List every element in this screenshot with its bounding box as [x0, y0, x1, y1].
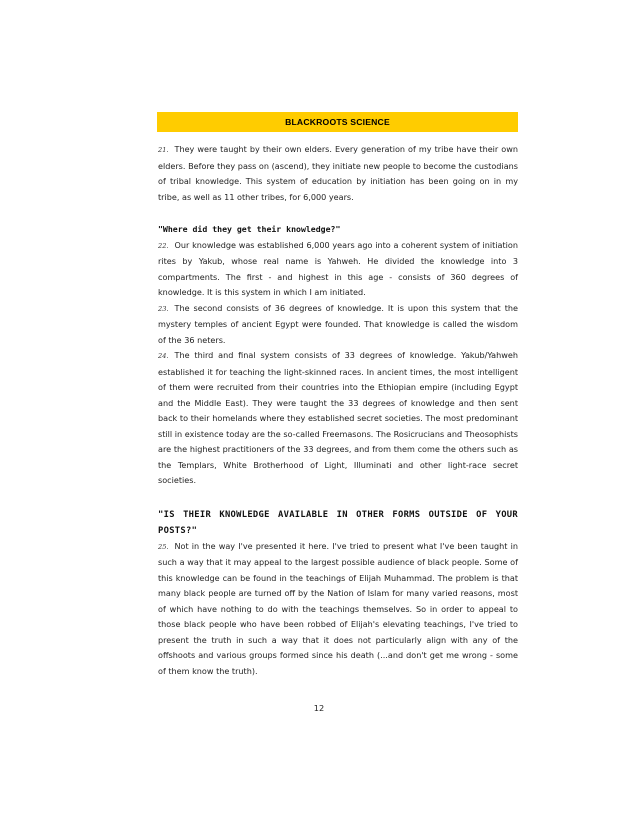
- paragraph-text: Not in the way I've presented it here. I've tried to present what I've been taught in such a way that it may appeal to the largest possible audience of black people. Some of this knowledge can be found in the teachings of Elijah Muhammad. The problem is that many black people are turned off by the Nation of Islam for many varied reasons, most of which have nothing to do with the teachings themselves. So in order to appeal to those black people who have been robbed of Elijah's elevating teachings, I've tried to present the truth in such a way that it does not particularly align with any of the offshoots and various groups formed since his death (...and don't get me wrong - some of them know the truth).: [158, 540, 518, 676]
- page-body: [158, 142, 518, 679]
- paragraph-text: The second consists of 36 degrees of knowledge. It is upon this system that the mystery temples of ancient Egypt were founded. That knowledge is called the wisdom of the 36 neters.: [158, 302, 518, 345]
- paragraph-25: [158, 539, 518, 680]
- question-heading-1: "Where did they get their knowledge?": [158, 224, 341, 234]
- paragraph-number: 24.: [158, 352, 169, 360]
- paragraph-number: 23.: [158, 304, 169, 313]
- paragraph-number: 25.: [158, 542, 169, 551]
- paragraph-number: 21.: [158, 146, 169, 154]
- paragraph-21: [158, 142, 518, 205]
- paragraph-number: 22.: [158, 241, 169, 250]
- paragraph-24: [158, 348, 518, 489]
- paragraph-22: [158, 238, 518, 301]
- paragraph-text: Our knowledge was established 6,000 years ago into a coherent system of initiation rites by Yakub, whose real name is Yahweh. He divided the knowledge into 3 compartments. The first - and highest in this age - consists of 360 degrees of knowledge. It is this system in which I am initiated.: [158, 239, 518, 297]
- chapter-header-banner: [157, 112, 518, 132]
- page-number: 12: [313, 703, 325, 713]
- question-heading-2: "IS THEIR KNOWLEDGE AVAILABLE IN OTHER FORMS OUTSIDE OF YOUR POSTS?": [158, 509, 518, 536]
- paragraph-23: [158, 301, 518, 349]
- paragraph-text: The third and final system consists of 33 degrees of knowledge. Yakub/Yahweh established it for teaching the light-skinned races. In ancient times, the most intelligent of them were recruited from their countries into the Ethiopian empire (including Egypt and the Middle East). They were taught the 33 degrees of knowledge and then sent back to their homelands where they established secret societies. The most predominant still in existence today are the so-called Freemasons. The Rosicrucians and Theosophists are the highest practitioners of the 33 degrees, and from them come the others such as the Templars, White Brotherhood of Light, Illuminati and other light-race secret societies.: [158, 350, 518, 485]
- paragraph-text: They were taught by their own elders. Every generation of my tribe have their own elders. Before they pass on (ascend), they initiate new people to become the custodians of tribal knowledge. This system of education by initiation has been going on in my tribe, as well as 11 other tribes, for 6,000 years.: [158, 144, 518, 202]
- chapter-title: BLACKROOTS SCIENCE: [285, 117, 390, 127]
